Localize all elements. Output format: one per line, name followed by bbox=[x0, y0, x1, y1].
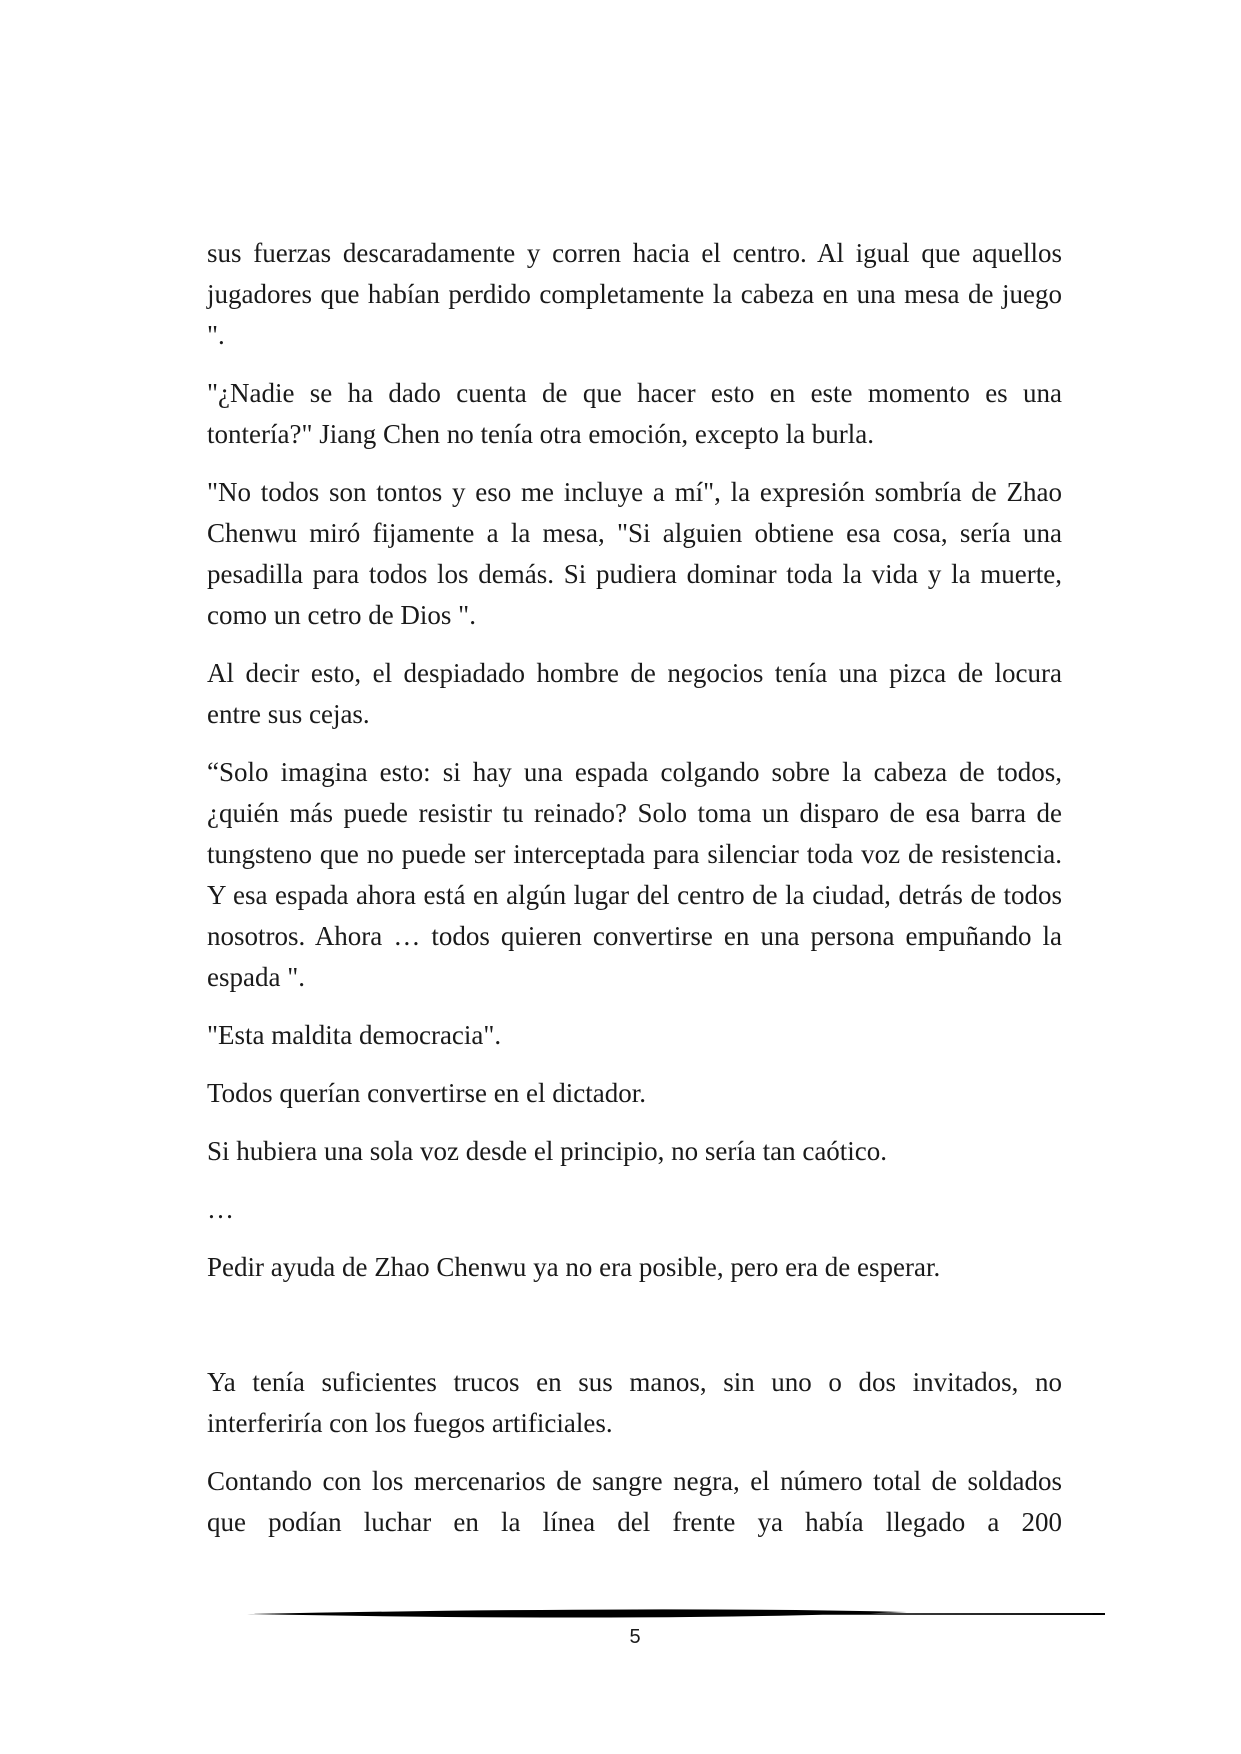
ellipsis-separator: … bbox=[207, 1194, 234, 1224]
paragraph: Todos querían convertirse en el dictador. bbox=[207, 1078, 646, 1108]
footer-rule-shape bbox=[207, 1609, 1105, 1617]
body-text bbox=[207, 233, 1062, 1560]
paragraph: “Solo imagina esto: si hay una espada colgando sobre la cabeza de todos, ¿quién más puede resistir tu reinado? Solo toma un disparo de esa barra de tungsteno que no puede ser interceptada para silenciar toda voz de resistencia. Y esa espada ahora está en algún lugar del centro de la ciudad, detrás de todos nosotros. Ahora … todos quieren convertirse en una persona empuñando la espada ". bbox=[207, 757, 1062, 992]
footer-rule bbox=[207, 1607, 1105, 1621]
paragraph: sus fuerzas descaradamente y corren hacia el centro. Al igual que aquellos jugadores que habían perdido completamente la cabeza en una mesa de juego ". bbox=[207, 238, 1062, 350]
paragraph: "No todos son tontos y eso me incluye a mí", la expresión sombría de Zhao Chenwu miró fijamente a la mesa, "Si alguien obtiene esa cosa, sería una pesadilla para todos los demás. Si pudiera dominar toda la vida y la muerte, como un cetro de Dios ". bbox=[207, 477, 1062, 630]
paragraph: Al decir esto, el despiadado hombre de negocios tenía una pizca de locura entre sus cejas. bbox=[207, 658, 1062, 729]
paragraph-gap bbox=[207, 1305, 1062, 1362]
paragraph: "¿Nadie se ha dado cuenta de que hacer esto en este momento es una tontería?" Jiang Chen no tenía otra emoción, excepto la burla. bbox=[207, 378, 1062, 449]
paragraph: Si hubiera una sola voz desde el principio, no sería tan caótico. bbox=[207, 1136, 888, 1166]
paragraph: Pedir ayuda de Zhao Chenwu ya no era posible, pero era de esperar. bbox=[207, 1252, 941, 1282]
page-number: 5 bbox=[629, 1626, 641, 1648]
paragraph: Ya tenía suficientes trucos en sus manos, sin uno o dos invitados, no interferiría con los fuegos artificiales. bbox=[207, 1367, 1062, 1438]
paragraph: Contando con los mercenarios de sangre negra, el número total de soldados que podían luchar en la línea del frente ya había llegado a 200 bbox=[207, 1466, 1062, 1537]
paragraph: "Esta maldita democracia". bbox=[207, 1020, 502, 1050]
